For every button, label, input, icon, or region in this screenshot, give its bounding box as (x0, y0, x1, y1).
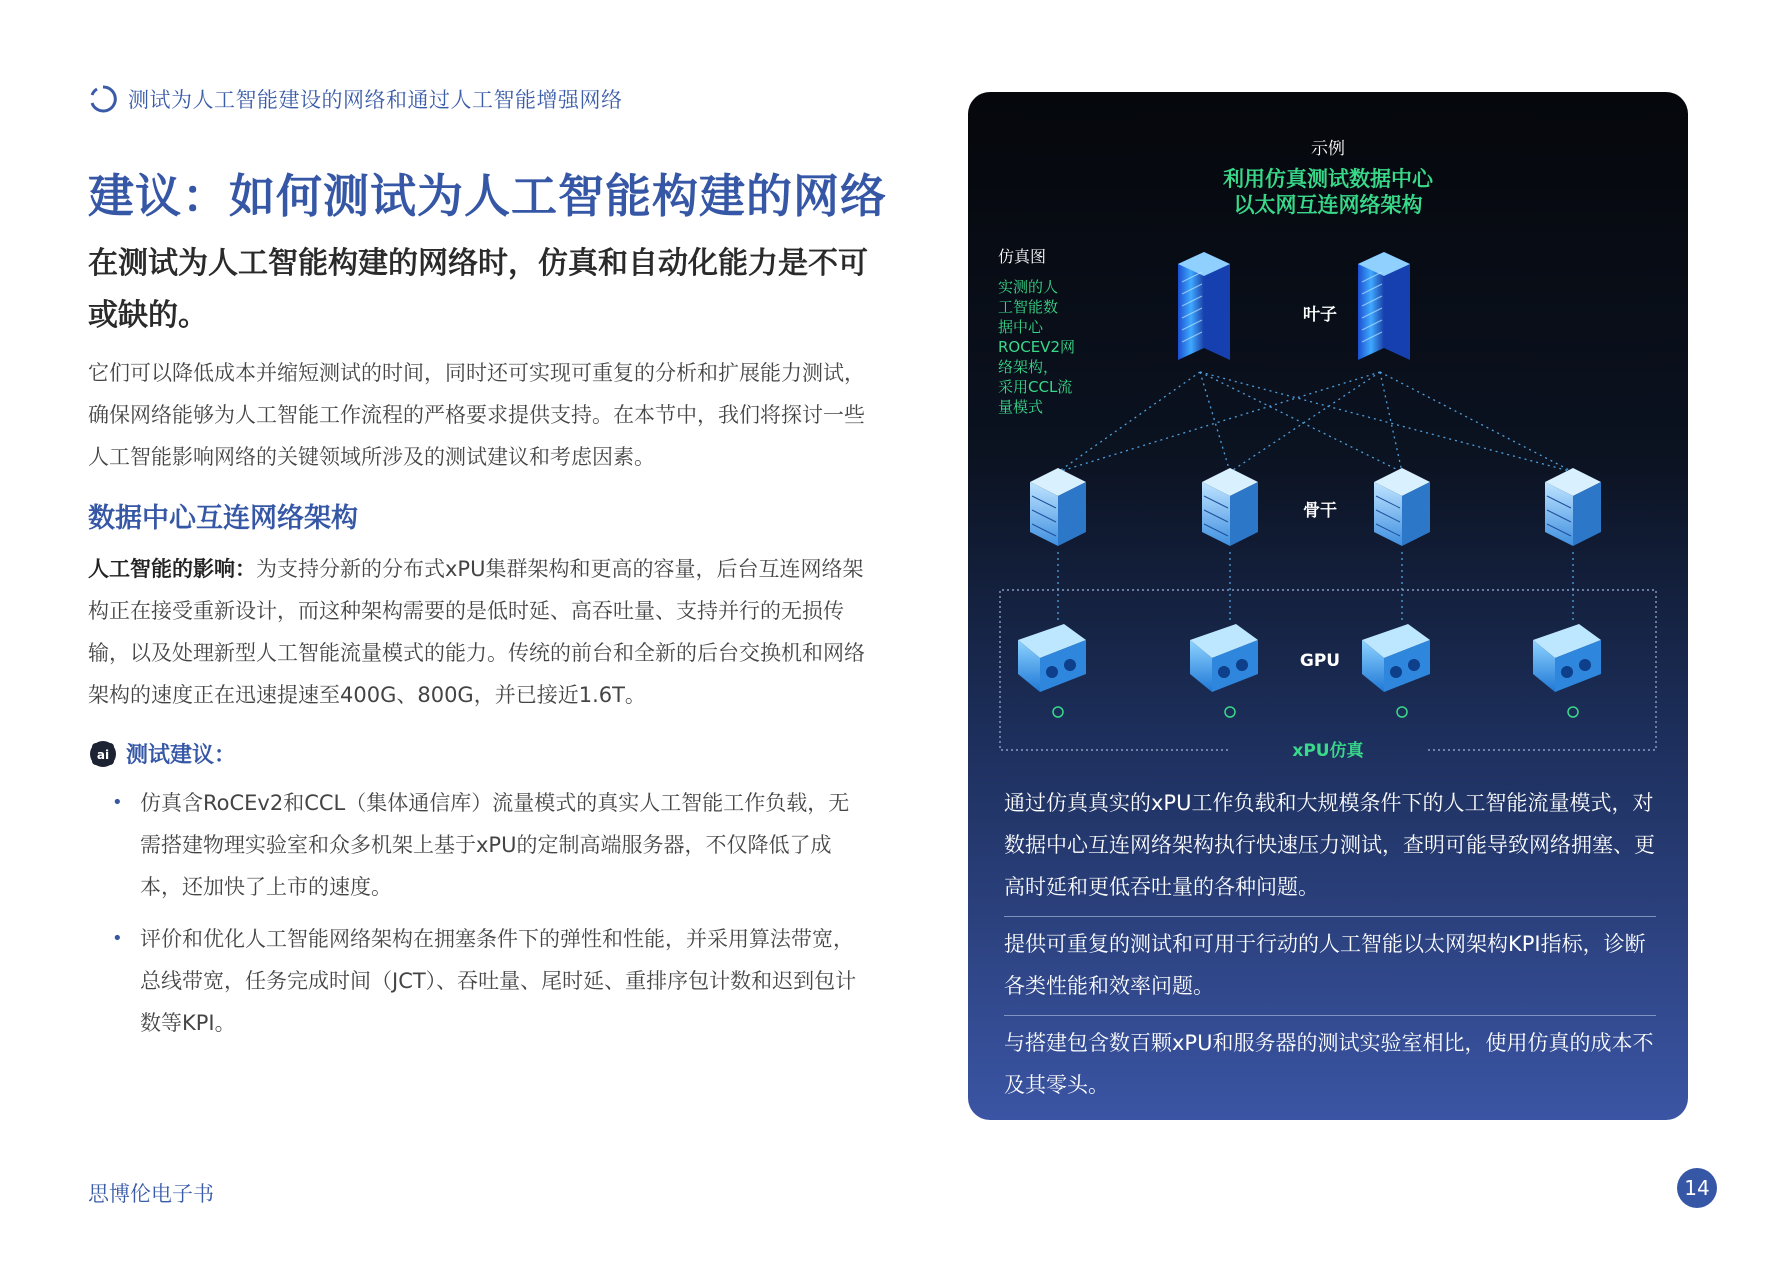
section-label: 测试为人工智能建设的网络和通过人工智能增强网络 (128, 88, 623, 112)
impact-text: 为支持分新的分布式xPU集群架构和更高的容量，后台互连网络架构正在接受重新设计，而这种架构需要的是低时延、高吞吐量、支持并行的无损传输，以及处理新型人工智能流量模式的能力。传统的前台和全新的后台交换机和网络架构的速度正在迅速提速至400G、800G，并已接近1.6T。 (88, 557, 865, 707)
sim-label: 仿真图 (998, 247, 1047, 266)
xpu-label: xPU仿真 (1292, 741, 1364, 761)
tip-text: 评价和优化人工智能网络架构在拥塞条件下的弹性和性能，并采用算法带宽，总线带宽，任务完成时间（JCT）、吞吐量、尾时延、重排序包计数和迟到包计数等KPI。 (140, 927, 857, 1035)
leaf-label: 叶子 (1303, 305, 1337, 325)
list-item (108, 918, 868, 1044)
tips-list (108, 782, 868, 1054)
spine-switch-icon (1374, 468, 1430, 546)
panel-paragraph: 提供可重复的测试和可用于行动的人工智能以太网架构KPI指标，诊断各类性能和效率问题。 (1004, 932, 1646, 998)
spine-label: 骨干 (1303, 501, 1337, 521)
impact-label: 人工智能的影响： (88, 557, 256, 581)
tip-text: 仿真含RoCEv2和CCL（集体通信库）流量模式的真实人工智能工作负载，无需搭建物理实验室和众多机架上基于xPU的定制高端服务器，不仅降低了成本，还加快了上市的速度。 (140, 791, 850, 899)
footer-brand: 思博伦电子书 (88, 1182, 214, 1206)
divider (1004, 1015, 1656, 1016)
gpu-label: GPU (1299, 651, 1341, 671)
page-number: 14 (1677, 1168, 1717, 1208)
connection-lines (1058, 372, 1573, 622)
list-item (108, 782, 868, 908)
sim-desc-line: 采用CCL流 (998, 378, 1073, 396)
diagram-title-line1: 利用仿真测试数据中心 (1223, 167, 1433, 191)
leaf-server-icon (1358, 252, 1410, 360)
impact-paragraph (88, 548, 868, 716)
leaf-server-icon (1178, 252, 1230, 360)
bullet-dot-icon: • (112, 792, 123, 813)
gpu-card-icon (1018, 624, 1086, 717)
gpu-card-icon (1533, 624, 1601, 717)
panel-text (1004, 782, 1656, 1110)
sim-desc-line: 络架构， (998, 358, 1059, 376)
example-label: 示例 (1311, 139, 1345, 159)
section-title: 数据中心互连网络架构 (88, 503, 358, 534)
sim-desc-line: 工智能数 (998, 298, 1059, 316)
spine-switch-icon (1030, 468, 1086, 546)
spine-switch-icon (1202, 468, 1258, 546)
sim-desc-line: 实测的人 (998, 278, 1059, 296)
page-title: 建议：如何测试为人工智能构建的网络 (88, 169, 887, 223)
gpu-card-icon (1362, 624, 1430, 717)
page-subtitle: 在测试为人工智能构建的网络时，仿真和自动化能力是不可或缺的。 (88, 246, 868, 333)
sim-desc-line: 量模式 (998, 398, 1044, 416)
network-diagram (968, 92, 1688, 772)
intro-paragraph: 它们可以降低成本并缩短测试的时间，同时还可实现可重复的分析和扩展能力测试，确保网络能够为人工智能工作流程的严格要求提供支持。在本节中，我们将探讨一些人工智能影响网络的关键领域所涉及的测试建议和考虑因素。 (88, 361, 865, 469)
example-panel (968, 92, 1688, 1120)
diagram-title-line2: 以太网互连网络架构 (1233, 193, 1423, 217)
ai-chip-icon (88, 739, 118, 769)
svg-text:ai: ai (96, 747, 110, 762)
bullet-dot-icon: • (112, 928, 123, 949)
cycle-icon (88, 84, 118, 114)
sim-desc-line: 据中心 (998, 318, 1044, 336)
panel-paragraph: 与搭建包含数百颗xPU和服务器的测试实验室相比，使用仿真的成本不及其零头。 (1004, 1031, 1654, 1097)
spine-switch-icon (1545, 468, 1601, 546)
gpu-card-icon (1190, 624, 1258, 717)
tips-heading (88, 738, 236, 769)
page-header (88, 84, 623, 114)
sim-desc-line: ROCEV2网 (998, 338, 1075, 356)
divider (1004, 916, 1656, 917)
panel-paragraph: 通过仿真真实的xPU工作负载和大规模条件下的人工智能流量模式，对数据中心互连网络架构执行快速压力测试，查明可能导致网络拥塞、更高时延和更低吞吐量的各种问题。 (1004, 791, 1655, 899)
tips-label: 测试建议： (126, 743, 237, 768)
